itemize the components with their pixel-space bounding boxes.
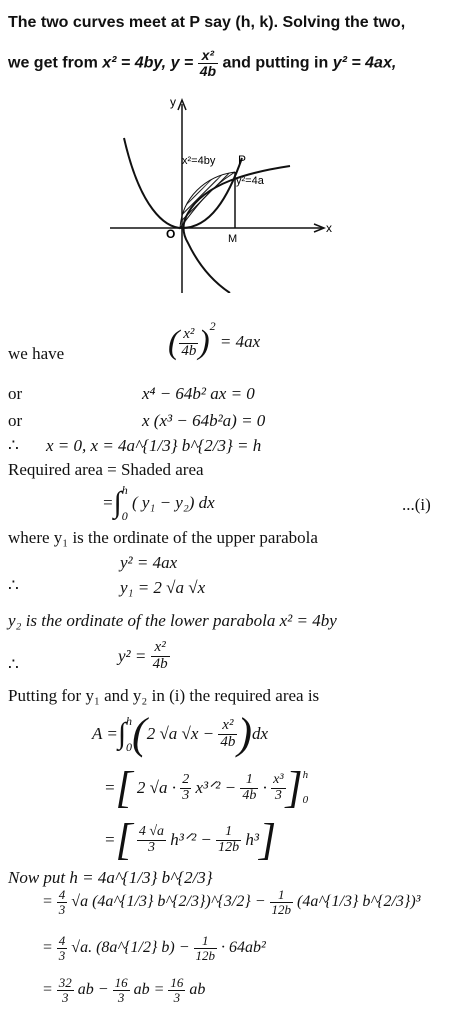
- y2-line: [8, 611, 337, 631]
- r1-f1d: 3: [182, 787, 190, 803]
- label-y: y: [170, 95, 176, 109]
- r3-b: (4a^{1/3} b^{2/3})³: [297, 893, 421, 911]
- r4-f1d: 3: [58, 947, 66, 963]
- area-dx: dx: [252, 724, 269, 743]
- intro-equation-2: y² = 4ax,: [332, 54, 397, 72]
- r5-f2n: 16: [114, 975, 128, 990]
- r3-f1n: 4: [58, 887, 66, 902]
- r2-f2n: 1: [216, 825, 241, 841]
- or-label-1: or: [8, 384, 23, 403]
- r5-b: ab =: [133, 981, 165, 999]
- r5-f3d: 3: [173, 989, 181, 1005]
- area-num: x²: [218, 718, 237, 735]
- r1-a: 2 √a ·: [136, 778, 176, 797]
- r3-f1d: 3: [58, 901, 66, 917]
- equation-we-have: ( $\frac{\text{x²}}{4b}$ )$^2$ = 4ax: [168, 319, 261, 361]
- result-row-2: =[ $\frac{4 √a}{3}$ h³ᐟ² − $\frac{1}{12b}$ h³]: [104, 815, 277, 864]
- parabola-figure: [110, 88, 350, 293]
- where-line: where y₁ is the ordinate of the upper parabola: [8, 528, 318, 547]
- required-area-line: Required area = Shaded area: [8, 460, 204, 479]
- shaded-area-fill: [180, 172, 235, 228]
- r5-a: ab −: [77, 981, 109, 999]
- label-curve-2: y²=4a: [236, 175, 264, 187]
- r2-c: h³: [245, 830, 260, 849]
- r1-b: x³ᐟ² −: [195, 778, 237, 797]
- r1-lower: 0: [302, 794, 309, 806]
- eq1-den: 4b: [181, 342, 197, 359]
- equation-5: =∫ h 0 ( y₁ − y₂) dx: [102, 483, 215, 523]
- putting-line: Putting for y₁ and y₂ in (i) the required area is: [8, 686, 320, 705]
- r4-a: √a. (8a^{1/2} b) −: [71, 939, 190, 957]
- label-p: P: [238, 153, 247, 167]
- eq5-upper: h: [121, 483, 128, 497]
- area-den: 4b: [220, 733, 236, 750]
- area-lower: 0: [126, 740, 133, 754]
- equation-7: y₁ = 2 √a √x: [120, 578, 206, 597]
- eq8-den: 4b: [152, 655, 168, 672]
- label-curve-1: x²=4by: [182, 155, 216, 167]
- r1-f3n: x³: [273, 771, 284, 787]
- r5-c: ab: [189, 981, 206, 999]
- r3-f2d: 12b: [271, 901, 292, 917]
- equation-4: x = 0, x = 4a^{1/3} b^{2/3} = h: [46, 436, 262, 455]
- area-inner: 2 √a √x −: [146, 724, 215, 743]
- equation-2: x⁴ − 64b² ax = 0: [142, 384, 255, 403]
- r2-f2d: 12b: [218, 839, 240, 855]
- r4-b: · 64ab²: [221, 939, 266, 957]
- label-m: M: [228, 233, 238, 245]
- r2-f1d: 3: [147, 839, 155, 855]
- therefore-1: ∴: [8, 436, 19, 455]
- eq1-num: x²: [179, 327, 198, 344]
- intro-line-2: [8, 48, 396, 78]
- eq5-integrand: ( y₁ − y₂) dx: [131, 493, 215, 512]
- intro-text-a: we get from: [8, 54, 103, 72]
- area-lhs: A =: [92, 724, 118, 743]
- equation-tag-i: ...(i): [402, 495, 431, 514]
- r3-a: √a (4a^{1/3} b^{2/3})^{3/2} −: [71, 893, 266, 911]
- r1-f2d: 4b: [242, 787, 257, 803]
- intro-line-1: The two curves meet at P say (h, k). Solving the two,: [8, 14, 406, 31]
- intro-fraction: [198, 48, 218, 78]
- r4-f2n: 1: [194, 934, 218, 949]
- label-x: x: [326, 221, 332, 235]
- r2-f1n: 4 √a: [138, 823, 165, 839]
- equation-area: A =∫ h 0 (2 √a √x − $\frac{\text{x²}}{4b}$ )dx: [92, 709, 269, 758]
- shaded-area: [180, 172, 235, 228]
- result-row-4: = $\frac{4}{3}$ √a. (8a^{1/2} b) − $\frac{1}{12b}$ · 64ab²: [42, 933, 266, 963]
- eq8-num: x²: [151, 640, 170, 657]
- intro-frac-num: x²: [198, 48, 218, 64]
- eq5-lower: 0: [121, 509, 128, 523]
- r1-f2n: 1: [240, 773, 258, 789]
- result-row-5: = $\frac{32}{3}$ ab − $\frac{16}{3}$ ab = $\frac{16}{3}$ ab: [42, 975, 206, 1005]
- label-o: O: [166, 227, 176, 241]
- intro-text-b: and putting in: [218, 54, 333, 72]
- r5-f2d: 3: [117, 989, 125, 1005]
- therefore-3: ∴: [8, 655, 19, 674]
- equation-3: x (x³ − 64b²a) = 0: [142, 411, 266, 430]
- r1-upper: h: [302, 769, 309, 781]
- y2-line-text: y₂ is the ordinate of the lower parabola: [8, 611, 280, 630]
- r1-c: ·: [262, 778, 267, 797]
- eq8-lhs: y² =: [118, 646, 147, 666]
- intro-equation-1: x² = 4by, y =: [102, 54, 198, 72]
- r1-f3d: 3: [274, 787, 282, 803]
- r4-f1n: 4: [58, 933, 66, 948]
- r5-f1d: 3: [62, 989, 69, 1005]
- equation-8: [118, 640, 170, 673]
- y2-line-eq: x² = 4by: [279, 611, 337, 630]
- intro-frac-den: 4b: [199, 62, 217, 79]
- equation-6: y² = 4ax: [120, 553, 178, 572]
- area-upper: h: [126, 714, 133, 728]
- r5-f1n: 32: [58, 975, 72, 990]
- eq1-rhs: = 4ax: [219, 331, 261, 351]
- now-put-line: Now put h = 4a^{1/3} b^{2/3}: [8, 868, 213, 887]
- result-row-1: =[ 2 √a · $\frac{2}{3}$ x³ᐟ² − $\frac{1}{4b}$ · $\frac{\text{x³}}{3}$ ] h 0: [104, 763, 309, 812]
- result-row-3: = $\frac{4}{3}$ √a (4a^{1/3} b^{2/3})^{3/2} − $\frac{1}{12b}$ (4a^{1/3} b^{2/3})³: [42, 887, 421, 917]
- therefore-2: ∴: [8, 576, 19, 595]
- or-label-2: or: [8, 411, 23, 430]
- r4-f2d: 12b: [195, 947, 216, 963]
- r1-f1n: 2: [182, 771, 190, 787]
- we-have-label: we have: [8, 344, 65, 363]
- r3-f2n: 1: [270, 888, 294, 903]
- r2-b: h³ᐟ² −: [170, 830, 212, 849]
- r5-f3n: 16: [170, 975, 184, 990]
